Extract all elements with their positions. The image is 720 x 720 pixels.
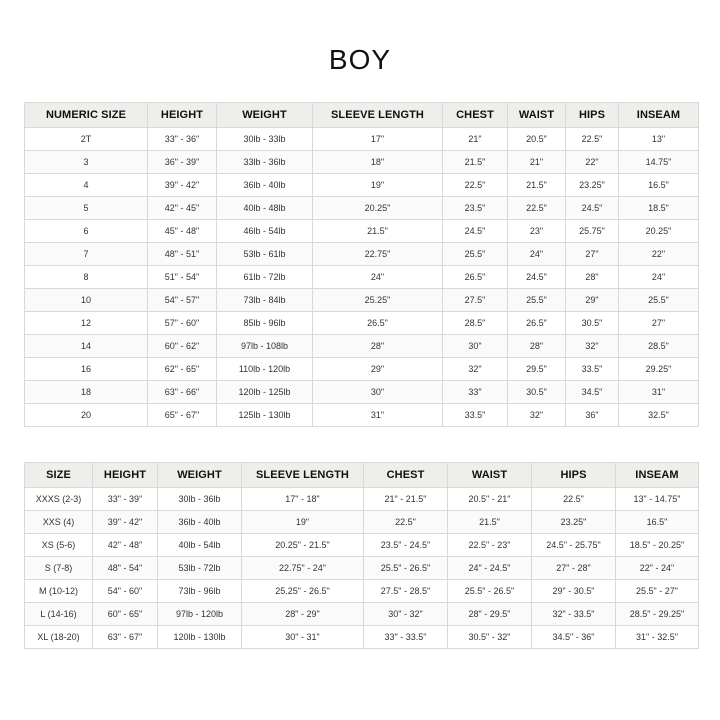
- cell-height: 54" - 60": [93, 580, 158, 603]
- cell-numeric-size: 10: [25, 289, 148, 312]
- cell-sleeve-length: 25.25": [313, 289, 443, 312]
- cell-sleeve-length: 21.5": [313, 220, 443, 243]
- cell-sleeve-length: 17": [313, 128, 443, 151]
- table-row: [25, 197, 699, 220]
- cell-sleeve-length: 24": [313, 266, 443, 289]
- cell-chest: 21" - 21.5": [364, 488, 448, 511]
- cell-inseam: 16.5": [619, 174, 699, 197]
- cell-waist: 24" - 24.5": [448, 557, 532, 580]
- cell-sleeve-length: 29": [313, 358, 443, 381]
- cell-chest: 32": [443, 358, 508, 381]
- column-header-weight: WEIGHT: [217, 103, 313, 128]
- cell-waist: 24": [508, 243, 566, 266]
- cell-chest: 26.5": [443, 266, 508, 289]
- cell-inseam: 18.5" - 20.25": [616, 534, 699, 557]
- cell-weight: 30lb - 36lb: [158, 488, 242, 511]
- cell-waist: 20.5": [508, 128, 566, 151]
- cell-hips: 23.25": [532, 511, 616, 534]
- table-row: [25, 626, 699, 649]
- table-row: [25, 511, 699, 534]
- cell-sleeve-length: 30" - 31": [242, 626, 364, 649]
- cell-inseam: 25.5" - 27": [616, 580, 699, 603]
- cell-weight: 53lb - 61lb: [217, 243, 313, 266]
- column-header-chest: CHEST: [443, 103, 508, 128]
- cell-hips: 33.5": [566, 358, 619, 381]
- cell-inseam: 25.5": [619, 289, 699, 312]
- cell-waist: 28": [508, 335, 566, 358]
- table-header-row: [25, 103, 699, 128]
- column-header-height: HEIGHT: [93, 463, 158, 488]
- cell-chest: 25.5" - 26.5": [364, 557, 448, 580]
- table-row: [25, 381, 699, 404]
- cell-height: 65" - 67": [148, 404, 217, 427]
- column-header-waist: WAIST: [508, 103, 566, 128]
- cell-waist: 25.5": [508, 289, 566, 312]
- column-header-sleeve-length: SLEEVE LENGTH: [242, 463, 364, 488]
- cell-height: 36" - 39": [148, 151, 217, 174]
- column-header-numeric-size: NUMERIC SIZE: [25, 103, 148, 128]
- cell-sleeve-length: 19": [242, 511, 364, 534]
- cell-numeric-size: 8: [25, 266, 148, 289]
- cell-size: XS (5-6): [25, 534, 93, 557]
- cell-weight: 61lb - 72lb: [217, 266, 313, 289]
- page-title: BOY: [328, 44, 392, 75]
- cell-weight: 33lb - 36lb: [217, 151, 313, 174]
- cell-sleeve-length: 17" - 18": [242, 488, 364, 511]
- cell-waist: 25.5" - 26.5": [448, 580, 532, 603]
- cell-weight: 73lb - 96lb: [158, 580, 242, 603]
- cell-height: 62" - 65": [148, 358, 217, 381]
- cell-height: 63" - 66": [148, 381, 217, 404]
- cell-sleeve-length: 28" - 29": [242, 603, 364, 626]
- cell-weight: 120lb - 125lb: [217, 381, 313, 404]
- cell-waist: 22.5" - 23": [448, 534, 532, 557]
- cell-inseam: 32.5": [619, 404, 699, 427]
- cell-waist: 21": [508, 151, 566, 174]
- cell-chest: 30": [443, 335, 508, 358]
- cell-chest: 23.5": [443, 197, 508, 220]
- cell-weight: 40lb - 48lb: [217, 197, 313, 220]
- cell-inseam: 31": [619, 381, 699, 404]
- cell-hips: 24.5" - 25.75": [532, 534, 616, 557]
- cell-weight: 73lb - 84lb: [217, 289, 313, 312]
- cell-inseam: 13" - 14.75": [616, 488, 699, 511]
- cell-hips: 22.5": [532, 488, 616, 511]
- cell-size: M (10-12): [25, 580, 93, 603]
- cell-size: S (7-8): [25, 557, 93, 580]
- cell-waist: 24.5": [508, 266, 566, 289]
- cell-hips: 27" - 28": [532, 557, 616, 580]
- cell-height: 39" - 42": [93, 511, 158, 534]
- cell-waist: 21.5": [448, 511, 532, 534]
- cell-inseam: 16.5": [616, 511, 699, 534]
- cell-hips: 25.75": [566, 220, 619, 243]
- cell-hips: 32" - 33.5": [532, 603, 616, 626]
- cell-numeric-size: 16: [25, 358, 148, 381]
- cell-sleeve-length: 20.25": [313, 197, 443, 220]
- cell-sleeve-length: 30": [313, 381, 443, 404]
- table-row: [25, 266, 699, 289]
- table-row: [25, 151, 699, 174]
- table-row: [25, 557, 699, 580]
- cell-height: 45" - 48": [148, 220, 217, 243]
- cell-height: 57" - 60": [148, 312, 217, 335]
- cell-height: 51" - 54": [148, 266, 217, 289]
- cell-numeric-size: 12: [25, 312, 148, 335]
- cell-waist: 29.5": [508, 358, 566, 381]
- cell-hips: 34.5": [566, 381, 619, 404]
- column-header-waist: WAIST: [448, 463, 532, 488]
- cell-hips: 22.5": [566, 128, 619, 151]
- cell-waist: 30.5": [508, 381, 566, 404]
- cell-waist: 32": [508, 404, 566, 427]
- cell-height: 39" - 42": [148, 174, 217, 197]
- cell-chest: 33.5": [443, 404, 508, 427]
- cell-height: 60" - 62": [148, 335, 217, 358]
- cell-inseam: 27": [619, 312, 699, 335]
- cell-waist: 30.5" - 32": [448, 626, 532, 649]
- alpha-size-table: [24, 462, 699, 649]
- cell-chest: 33": [443, 381, 508, 404]
- table-row: [25, 312, 699, 335]
- cell-hips: 22": [566, 151, 619, 174]
- cell-inseam: 13": [619, 128, 699, 151]
- cell-height: 42" - 48": [93, 534, 158, 557]
- cell-inseam: 20.25": [619, 220, 699, 243]
- cell-sleeve-length: 18": [313, 151, 443, 174]
- cell-numeric-size: 4: [25, 174, 148, 197]
- cell-waist: 22.5": [508, 197, 566, 220]
- cell-height: 33" - 36": [148, 128, 217, 151]
- table-row: [25, 580, 699, 603]
- cell-height: 33" - 39": [93, 488, 158, 511]
- cell-hips: 27": [566, 243, 619, 266]
- cell-weight: 110lb - 120lb: [217, 358, 313, 381]
- cell-sleeve-length: 28": [313, 335, 443, 358]
- table-row: [25, 128, 699, 151]
- cell-height: 54" - 57": [148, 289, 217, 312]
- table-row: [25, 243, 699, 266]
- column-header-size: SIZE: [25, 463, 93, 488]
- table-row: [25, 534, 699, 557]
- column-header-inseam: INSEAM: [619, 103, 699, 128]
- table-row: [25, 220, 699, 243]
- cell-numeric-size: 20: [25, 404, 148, 427]
- column-header-height: HEIGHT: [148, 103, 217, 128]
- cell-size: XXXS (2-3): [25, 488, 93, 511]
- cell-hips: 29": [566, 289, 619, 312]
- column-header-sleeve-length: SLEEVE LENGTH: [313, 103, 443, 128]
- cell-hips: 29" - 30.5": [532, 580, 616, 603]
- numeric-size-table: [24, 102, 699, 427]
- cell-sleeve-length: 22.75" - 24": [242, 557, 364, 580]
- cell-inseam: 24": [619, 266, 699, 289]
- cell-weight: 120lb - 130lb: [158, 626, 242, 649]
- cell-hips: 24.5": [566, 197, 619, 220]
- cell-weight: 36lb - 40lb: [158, 511, 242, 534]
- cell-weight: 36lb - 40lb: [217, 174, 313, 197]
- cell-height: 42" - 45": [148, 197, 217, 220]
- cell-sleeve-length: 22.75": [313, 243, 443, 266]
- cell-numeric-size: 5: [25, 197, 148, 220]
- cell-inseam: 22": [619, 243, 699, 266]
- cell-chest: 21": [443, 128, 508, 151]
- cell-inseam: 28.5" - 29.25": [616, 603, 699, 626]
- table-row: [25, 335, 699, 358]
- cell-sleeve-length: 20.25" - 21.5": [242, 534, 364, 557]
- column-header-weight: WEIGHT: [158, 463, 242, 488]
- table-row: [25, 603, 699, 626]
- cell-sleeve-length: 31": [313, 404, 443, 427]
- cell-chest: 25.5": [443, 243, 508, 266]
- cell-size: XXS (4): [25, 511, 93, 534]
- cell-waist: 28" - 29.5": [448, 603, 532, 626]
- cell-weight: 53lb - 72lb: [158, 557, 242, 580]
- cell-hips: 32": [566, 335, 619, 358]
- cell-inseam: 28.5": [619, 335, 699, 358]
- cell-chest: 24.5": [443, 220, 508, 243]
- cell-sleeve-length: 25.25" - 26.5": [242, 580, 364, 603]
- cell-numeric-size: 7: [25, 243, 148, 266]
- cell-hips: 23.25": [566, 174, 619, 197]
- cell-hips: 34.5" - 36": [532, 626, 616, 649]
- cell-chest: 30" - 32": [364, 603, 448, 626]
- cell-chest: 23.5" - 24.5": [364, 534, 448, 557]
- cell-chest: 21.5": [443, 151, 508, 174]
- cell-inseam: 29.25": [619, 358, 699, 381]
- cell-weight: 46lb - 54lb: [217, 220, 313, 243]
- cell-inseam: 14.75": [619, 151, 699, 174]
- table-row: [25, 358, 699, 381]
- cell-height: 48" - 51": [148, 243, 217, 266]
- cell-chest: 28.5": [443, 312, 508, 335]
- cell-chest: 33" - 33.5": [364, 626, 448, 649]
- cell-numeric-size: 2T: [25, 128, 148, 151]
- cell-numeric-size: 18: [25, 381, 148, 404]
- cell-sleeve-length: 19": [313, 174, 443, 197]
- table-header-row: [25, 463, 699, 488]
- cell-weight: 30lb - 33lb: [217, 128, 313, 151]
- table-row: [25, 404, 699, 427]
- cell-chest: 27.5": [443, 289, 508, 312]
- cell-sleeve-length: 26.5": [313, 312, 443, 335]
- cell-height: 60" - 65": [93, 603, 158, 626]
- cell-size: XL (18-20): [25, 626, 93, 649]
- cell-hips: 36": [566, 404, 619, 427]
- table-row: [25, 488, 699, 511]
- cell-numeric-size: 3: [25, 151, 148, 174]
- cell-chest: 22.5": [443, 174, 508, 197]
- cell-waist: 20.5" - 21": [448, 488, 532, 511]
- cell-weight: 40lb - 54lb: [158, 534, 242, 557]
- cell-weight: 125lb - 130lb: [217, 404, 313, 427]
- cell-numeric-size: 6: [25, 220, 148, 243]
- cell-inseam: 18.5": [619, 197, 699, 220]
- cell-weight: 97lb - 120lb: [158, 603, 242, 626]
- cell-waist: 21.5": [508, 174, 566, 197]
- cell-waist: 26.5": [508, 312, 566, 335]
- cell-height: 63" - 67": [93, 626, 158, 649]
- table-row: [25, 174, 699, 197]
- cell-size: L (14-16): [25, 603, 93, 626]
- cell-numeric-size: 14: [25, 335, 148, 358]
- column-header-inseam: INSEAM: [616, 463, 699, 488]
- cell-weight: 97lb - 108lb: [217, 335, 313, 358]
- cell-chest: 27.5" - 28.5": [364, 580, 448, 603]
- column-header-chest: CHEST: [364, 463, 448, 488]
- cell-weight: 85lb - 96lb: [217, 312, 313, 335]
- column-header-hips: HIPS: [566, 103, 619, 128]
- column-header-hips: HIPS: [532, 463, 616, 488]
- cell-chest: 22.5": [364, 511, 448, 534]
- cell-hips: 28": [566, 266, 619, 289]
- cell-inseam: 22" - 24": [616, 557, 699, 580]
- cell-hips: 30.5": [566, 312, 619, 335]
- table-row: [25, 289, 699, 312]
- cell-inseam: 31" - 32.5": [616, 626, 699, 649]
- cell-height: 48" - 54": [93, 557, 158, 580]
- cell-waist: 23": [508, 220, 566, 243]
